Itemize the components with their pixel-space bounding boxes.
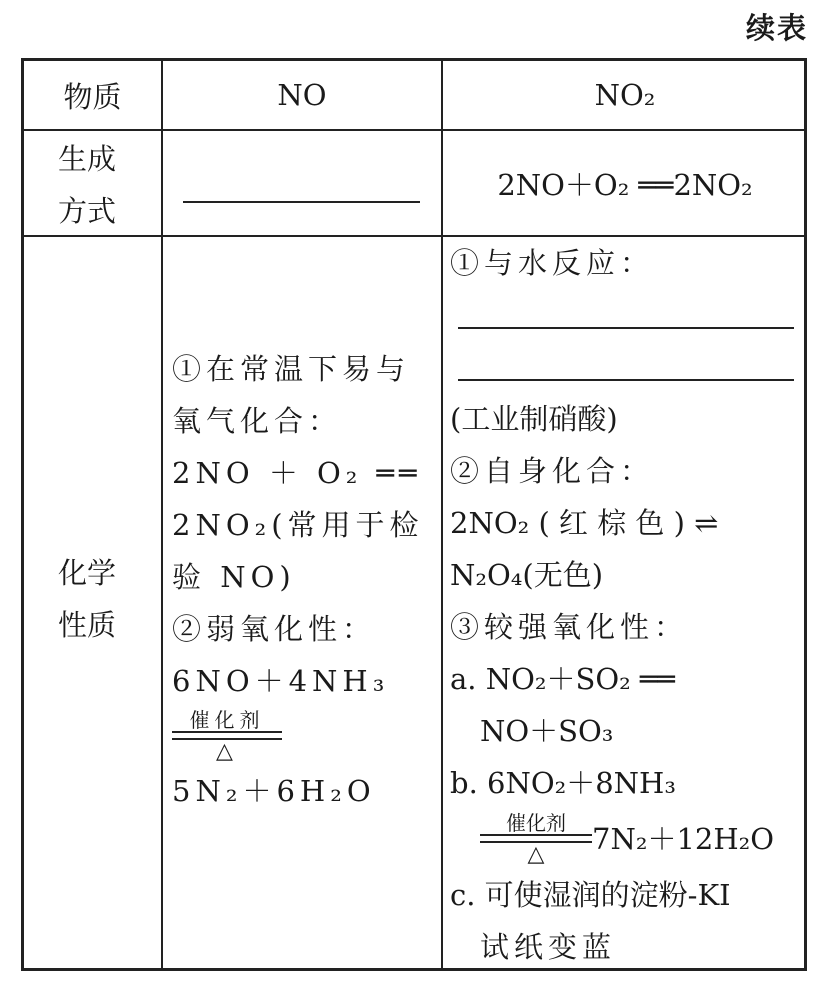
catalyst-label: 催化剂 bbox=[506, 810, 566, 835]
formation-label-line2: 方式 bbox=[58, 194, 117, 228]
chem-no2-product: 7N₂＋12H₂O bbox=[592, 822, 775, 856]
chem-label-line1: 化学 bbox=[58, 556, 117, 590]
answer-blank bbox=[458, 327, 794, 329]
catalyst-arrow bbox=[172, 709, 282, 764]
header-no: NO bbox=[277, 78, 327, 112]
formation-no2-equation: 2NO＋O₂ ══2NO₂ bbox=[497, 167, 753, 202]
chem-no-line: 2NO ＋ O₂ ══ bbox=[172, 456, 422, 490]
formation-label bbox=[58, 133, 158, 237]
chem-no2-line: ③较强氧化性： bbox=[450, 610, 689, 644]
heat-triangle-icon: △ bbox=[216, 738, 238, 764]
chem-no-catalyst-row bbox=[172, 707, 437, 765]
chem-no2-line: (工业制硝酸) bbox=[450, 402, 618, 436]
catalyst-label: 催化剂 bbox=[189, 707, 265, 732]
chem-no2-blank-2 bbox=[450, 341, 802, 393]
chem-no2-line: 试纸变蓝 bbox=[480, 930, 617, 964]
chem-no2-line: NO＋SO₃ bbox=[480, 714, 614, 748]
chem-no-line: 氧气化合： bbox=[172, 404, 343, 438]
chem-no2-line: N₂O₄(无色) bbox=[450, 558, 604, 592]
chem-no2-line: c. 可使湿润的淀粉-KI bbox=[450, 878, 731, 912]
chem-no-line: 6NO＋4NH₃ bbox=[172, 664, 390, 698]
chem-no2-line: ①与水反应： bbox=[450, 246, 655, 280]
continued-label: 续表 bbox=[745, 11, 808, 45]
catalyst-arrow bbox=[480, 812, 592, 867]
chem-no2-blank-1 bbox=[450, 289, 802, 341]
chem-no-line: 验 NO) bbox=[172, 560, 296, 594]
chem-no2-line: a. NO₂＋SO₂ ══ bbox=[450, 662, 675, 696]
chem-no2-cell bbox=[450, 237, 802, 973]
header-substance: 物质 bbox=[63, 79, 122, 114]
formation-label-line1: 生成 bbox=[58, 142, 117, 176]
chem-no-product: 5N₂＋6H₂O bbox=[172, 774, 376, 808]
header-no2: NO₂ bbox=[594, 78, 656, 112]
chem-no-cell bbox=[172, 343, 437, 817]
chem-no2-line: ②自身化合： bbox=[450, 454, 655, 488]
properties-table bbox=[21, 58, 807, 971]
formation-no-blank bbox=[183, 201, 420, 203]
chem-no2-line: b. 6NO₂＋8NH₃ bbox=[450, 766, 676, 800]
formation-no-cell bbox=[179, 131, 424, 235]
col-divider-1 bbox=[161, 61, 163, 968]
chem-no2-line: 2NO₂ ( 红 棕 色 ) ⇌ bbox=[450, 506, 719, 540]
chem-label bbox=[58, 547, 158, 651]
chem-label-line2: 性质 bbox=[58, 608, 117, 642]
chem-no-line: 2NO₂(常用于检 bbox=[172, 508, 424, 542]
chem-no-line: ②弱氧化性： bbox=[172, 612, 377, 646]
answer-blank bbox=[458, 379, 794, 381]
chem-no-line: ①在常温下易与 bbox=[172, 352, 411, 386]
chem-no2-catalyst-row bbox=[450, 809, 802, 869]
heat-triangle-icon: △ bbox=[527, 841, 545, 867]
